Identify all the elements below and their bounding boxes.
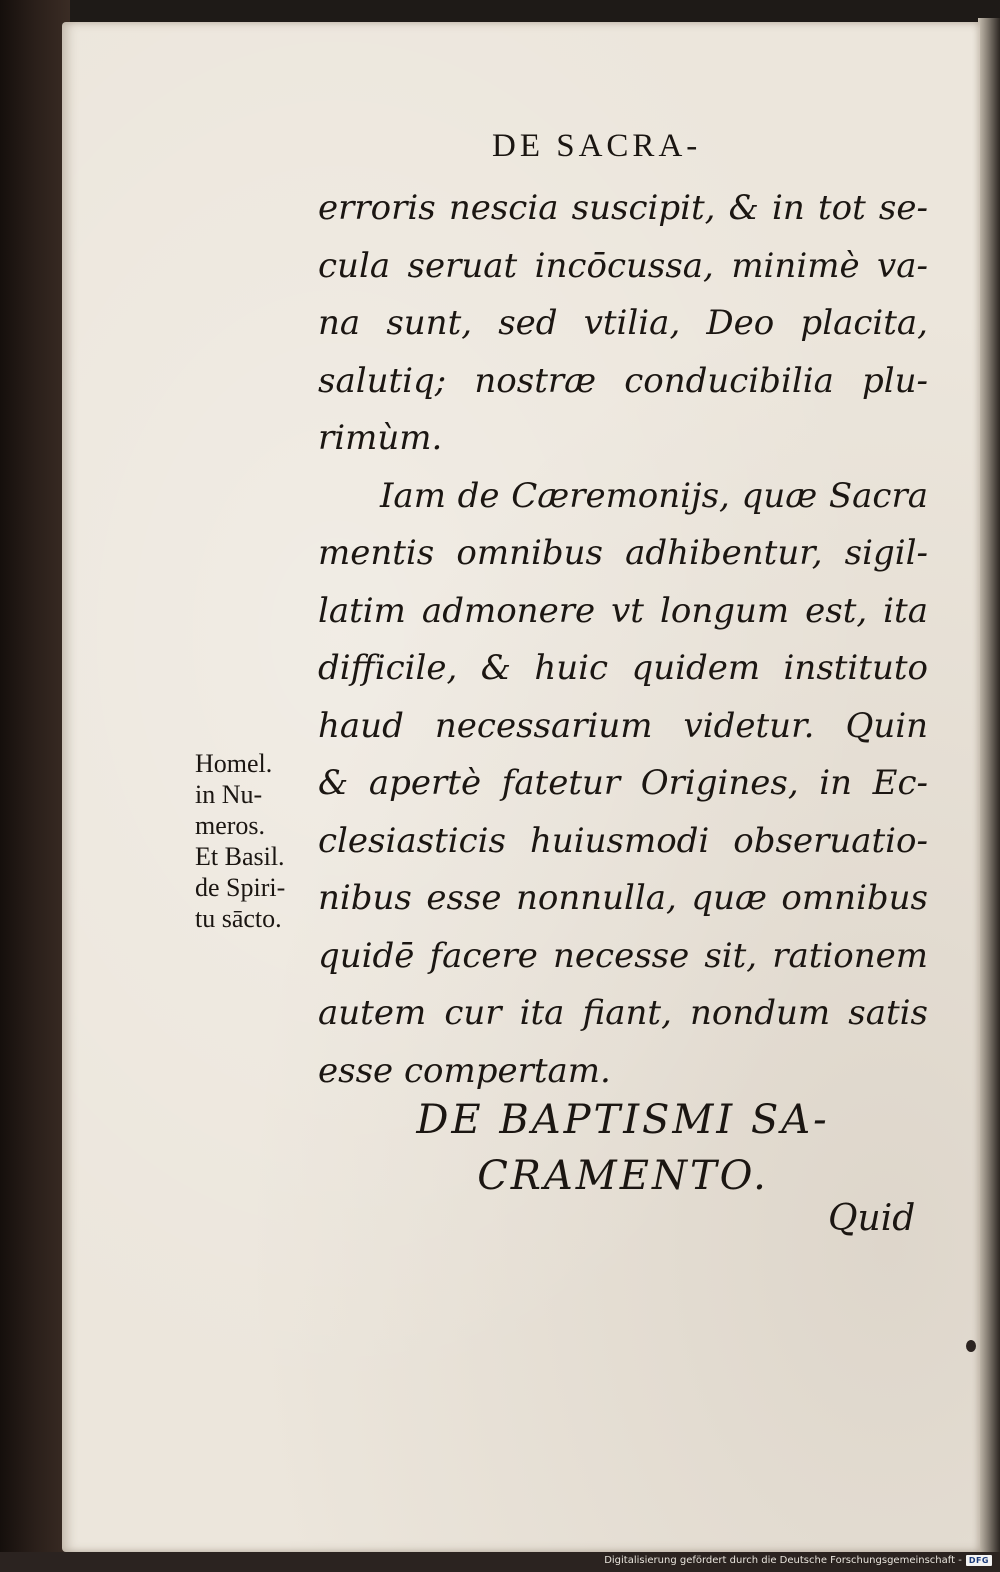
text-line: mentis omnibus adhibentur, sigil- [318, 533, 928, 573]
text-line: na sunt, sed vtilia, Deo placita, [318, 303, 928, 343]
margin-note-line: Homel. [195, 749, 273, 778]
text-line: clesiasticis huiusmodi obseruatio- [318, 820, 928, 861]
text-line: autem cur ita fiant, nondum satis [318, 993, 928, 1033]
margin-note-line: de Spiri- [195, 873, 286, 902]
catchword: Quid [828, 1198, 916, 1239]
page-edge [978, 18, 1000, 1558]
section-heading-line: CRAMENTO. [477, 1153, 769, 1199]
text-line: haud necessarium videtur. Quin [318, 705, 928, 746]
section-heading-line: DE BAPTISMI SA- [416, 1097, 830, 1143]
text-line: esse compertam. [318, 1050, 611, 1091]
margin-note-line: in Nu- [195, 780, 263, 809]
text-line: difficile, & huic quidem instituto [318, 648, 928, 688]
running-header: DE SACRA- [492, 128, 702, 164]
text-line: cula seruat incōcussa, minimè va- [318, 245, 928, 286]
book-binding-shadow [0, 0, 70, 1572]
margin-note-line: tu sācto. [195, 904, 282, 933]
text-line: Iam de Cæremonijs, quæ Sacra [380, 475, 928, 516]
margin-note-line: Et Basil. [195, 842, 285, 871]
dfg-logo: DFG [966, 1555, 992, 1566]
text-line: nibus esse nonnulla, quæ omnibus [318, 878, 928, 918]
ink-speck [966, 1340, 976, 1352]
digitization-credit [604, 1555, 992, 1566]
body-text [318, 180, 928, 1100]
text-line: salutiq; nostræ conducibilia plu- [318, 360, 928, 401]
text-line: latim admonere vt longum est, ita [318, 590, 928, 631]
text-line: quidē facere necesse sit, rationem [318, 935, 928, 976]
section-heading [318, 1092, 928, 1204]
text-line: rimùm. [318, 418, 443, 458]
margin-note [195, 748, 317, 934]
text-line: erroris nescia suscipit, & in tot se- [318, 188, 928, 228]
credit-text: Digitalisierung gefördert durch die Deutsche Forschungsgemeinschaft - [604, 1555, 962, 1566]
text-line: & apertè fatetur Origines, in Ec- [318, 763, 928, 803]
margin-note-line: meros. [195, 811, 266, 840]
